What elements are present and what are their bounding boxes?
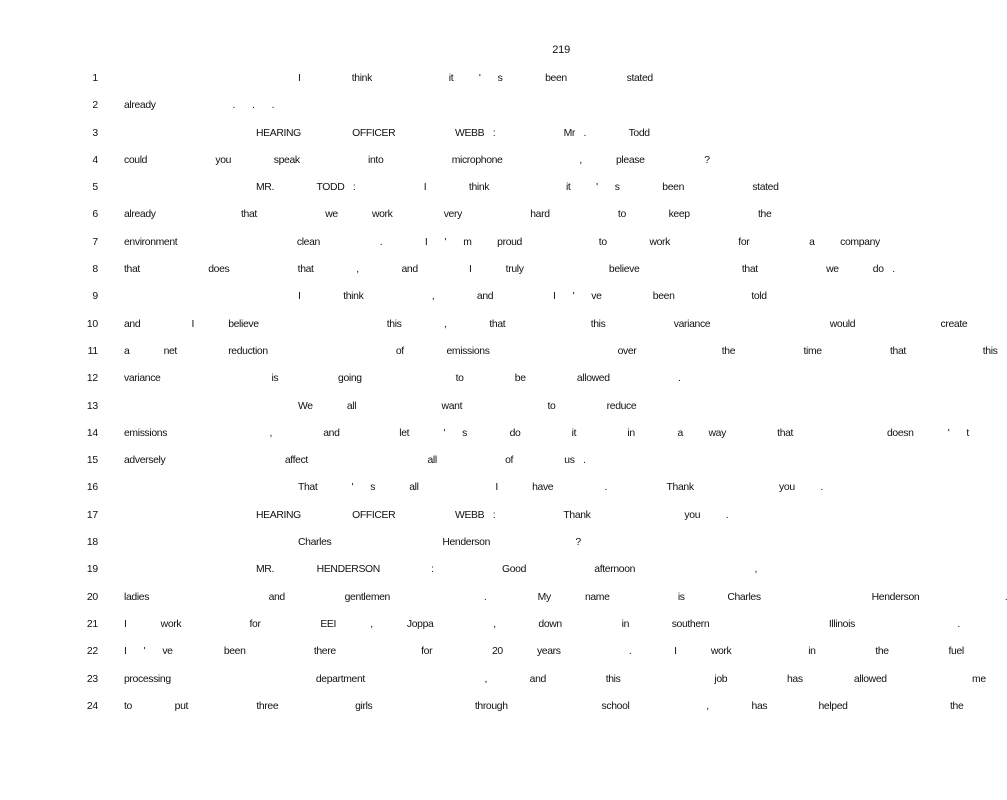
line-text: Charles Henderson ?	[298, 537, 581, 549]
line-text: emissions , and let ' s do it in a way that doesn ' t	[124, 427, 969, 439]
transcript-line	[0, 234, 880, 261]
line-text: to put three girls through school , has helped the	[124, 700, 964, 712]
transcript-line	[0, 452, 618, 479]
line-number: 13	[86, 400, 98, 412]
line-text: and I believe this , that this variance would create	[124, 318, 968, 330]
transcript-line	[0, 179, 779, 206]
transcript-line	[0, 125, 650, 152]
line-number: 14	[86, 427, 98, 439]
line-text: HEARING OFFICER WEBB : Mr . Todd	[256, 127, 650, 139]
transcript-line	[0, 152, 710, 179]
line-text: I think it ' s been stated	[298, 73, 653, 84]
line-number: 16	[86, 482, 98, 494]
transcript-line	[0, 261, 895, 288]
line-number: 23	[86, 673, 98, 685]
line-text: ladies and gentlemen . My name is Charles Henderson .	[124, 591, 1007, 603]
line-number: 4	[92, 154, 98, 166]
transcript-line	[0, 643, 964, 670]
line-number: 1	[92, 73, 98, 84]
line-text: adversely affect all of us .	[124, 455, 586, 467]
line-number: 3	[92, 127, 98, 139]
line-number: 6	[92, 209, 98, 221]
line-text: That ' s all I have . Thank you .	[298, 482, 823, 494]
transcript-line	[0, 698, 964, 725]
line-text: environment clean . I ' m proud to work for a company	[124, 236, 880, 248]
line-number: 22	[86, 646, 98, 658]
transcript-line	[0, 507, 729, 534]
line-text: I think , and I ' ve been told	[298, 291, 767, 303]
line-number: 11	[87, 345, 98, 357]
line-text: processing department , and this job has allowed me	[124, 673, 986, 685]
line-text: could you speak into microphone , please ?	[124, 154, 710, 166]
line-text: I work for EEI , Joppa , down in southern Illinois .	[124, 618, 960, 630]
line-number: 9	[92, 291, 98, 303]
line-number: 18	[86, 537, 98, 549]
line-text: MR. TODD : I think it ' s been stated	[256, 182, 779, 194]
line-number: 21	[86, 618, 98, 630]
line-text: I ' ve been there for 20 years . I work in the fuel	[124, 646, 964, 658]
transcript-lines	[0, 70, 1007, 725]
transcript-line	[0, 534, 618, 561]
line-text: variance is going to be allowed .	[124, 373, 681, 385]
line-number: 7	[92, 236, 98, 248]
line-text: already that we work very hard to keep the	[124, 209, 772, 221]
line-text: We all want to reduce	[298, 400, 637, 412]
line-number: 12	[86, 373, 98, 385]
transcript-line	[0, 479, 823, 506]
line-text: a net reduction of emissions over the time that this	[124, 345, 998, 357]
transcript-line	[0, 316, 968, 343]
line-text: already . . .	[124, 100, 275, 112]
line-number: 20	[86, 591, 98, 603]
transcript-line	[0, 561, 758, 588]
line-number: 10	[86, 318, 98, 330]
page-number: 219	[552, 44, 570, 56]
line-number: 24	[86, 700, 98, 712]
line-text: MR. HENDERSON : Good afternoon ,	[256, 564, 758, 576]
transcript-line	[0, 288, 767, 315]
line-number: 8	[92, 264, 98, 276]
transcript-line	[0, 671, 986, 698]
line-number: 19	[86, 564, 98, 576]
transcript-line	[0, 70, 653, 97]
transcript-line	[0, 97, 618, 124]
transcript-line	[0, 398, 637, 425]
transcript-line	[0, 425, 969, 452]
line-number: 17	[86, 509, 98, 521]
transcript-line	[0, 370, 681, 397]
line-text: that does that , and I truly believe that we do .	[124, 264, 895, 276]
transcript-line	[0, 343, 998, 370]
transcript-line	[0, 206, 772, 233]
transcript-line	[0, 616, 960, 643]
line-number: 5	[92, 182, 98, 194]
line-number: 2	[92, 100, 98, 112]
transcript-line	[0, 589, 1007, 616]
line-text: HEARING OFFICER WEBB : Thank you .	[256, 509, 729, 521]
line-number: 15	[86, 455, 98, 467]
